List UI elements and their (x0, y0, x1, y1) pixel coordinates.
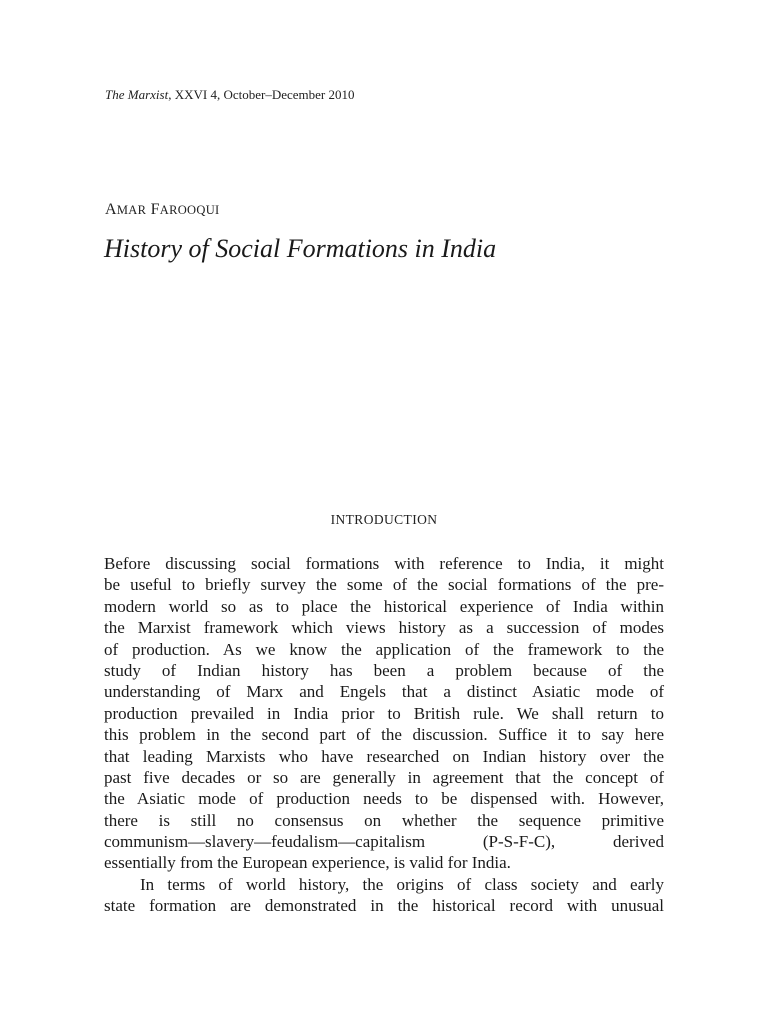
author-last-rest: AROOQUI (159, 203, 220, 217)
text-line: communism—slavery—feudalism—capitalism (P-S-F-C), derived (104, 832, 664, 852)
text-line: that leading Marxists who have researched on Indian history over the (104, 746, 664, 766)
text-line: there is still no consensus on whether the sequence primitive (104, 810, 664, 830)
text-line: of production. As we know the application of the framework to the (104, 639, 664, 659)
issue-info: , XXVI 4, October–December 2010 (168, 87, 355, 102)
text-line: this problem in the second part of the discussion. Suffice it to say here (104, 725, 664, 745)
text-line: modern world so as to place the historical experience of India within (104, 596, 664, 616)
journal-name: The Marxist (105, 87, 169, 102)
text-line: understanding of Marx and Engels that a distinct Asiatic mode of (104, 682, 664, 702)
author-last-initial: F (150, 201, 160, 218)
section-heading: INTRODUCTION (330, 512, 438, 527)
text-line: essentially from the European experience, is valid for India. (104, 853, 511, 873)
text-line: production prevailed in India prior to British rule. We shall return to (104, 703, 664, 723)
running-head (105, 87, 354, 103)
text-line: In terms of world history, the origins of class society and early (140, 874, 664, 894)
text-line: study of Indian history has been a problem because of the (104, 660, 664, 680)
article-title: History of Social Formations in India (104, 234, 497, 263)
text-line: past five decades or so are generally in agreement that the concept of (104, 767, 664, 787)
author-first-rest: MAR (116, 203, 147, 217)
author-first-initial: A (105, 201, 117, 218)
text-line: be useful to briefly survey the some of the social formations of the pre- (104, 575, 664, 595)
author-name (105, 201, 220, 219)
text-line: state formation are demonstrated in the historical record with unusual (104, 896, 664, 916)
body-text (104, 553, 664, 917)
text-line: the Marxist framework which views history as a succession of modes (104, 618, 664, 638)
text-line: Before discussing social formations with reference to India, it might (104, 554, 664, 573)
text-line: the Asiatic mode of production needs to be dispensed with. However, (104, 789, 664, 809)
